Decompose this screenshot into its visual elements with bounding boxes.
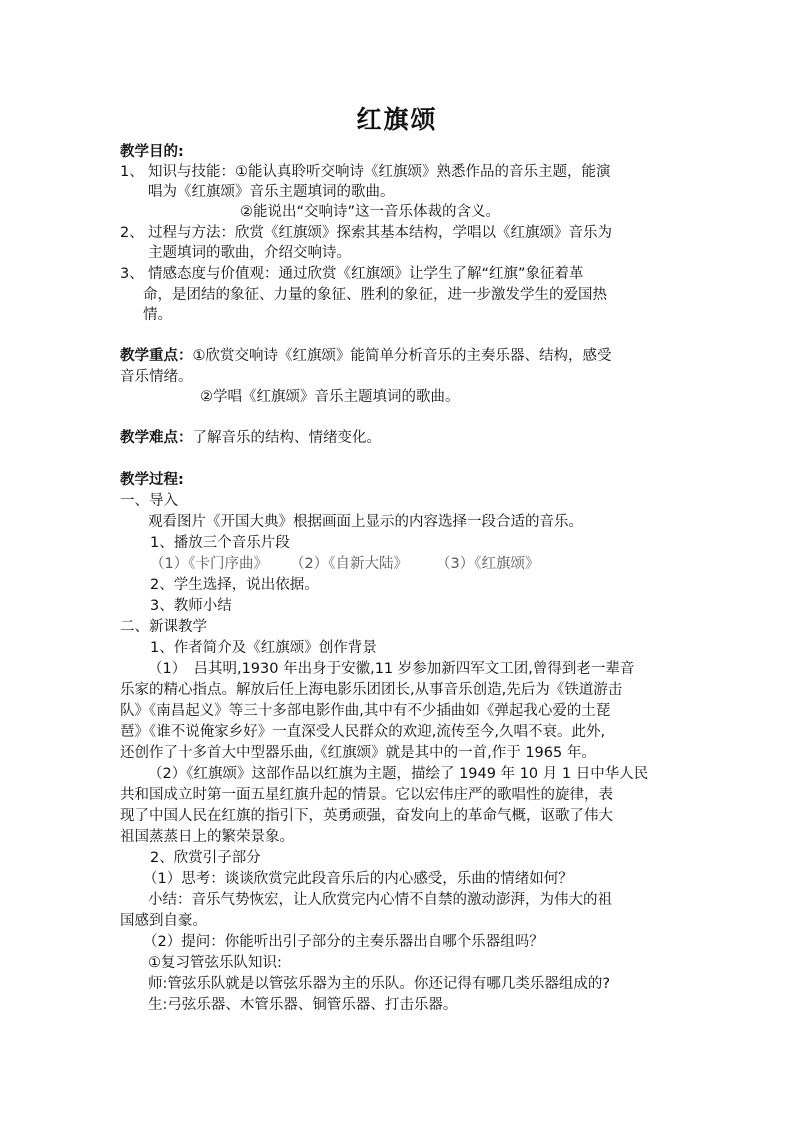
background-line-2: 共和国成立时第一面五星红旗升起的情景。它以宏伟庄严的歌唱性的旋律，表 (120, 787, 613, 803)
section1-title: 一、导入 (120, 493, 178, 509)
objective-2-number: 2、 (120, 225, 144, 241)
objective-1-line3: ②能说出“交响诗”这一音乐体裁的含义。 (240, 204, 501, 220)
section2-title: 二、新课教学 (120, 619, 207, 635)
section2-sub1: 1、作者简介及《红旗颂》创作背景 (150, 640, 377, 656)
background-line-3: 现了中国人民在红旗的指引下，英勇顽强，奋发向上的革命气概，讴歌了伟大 (120, 808, 613, 824)
objective-1-line2: 唱为《红旗颂》音乐主题填词的歌曲。 (148, 184, 395, 200)
objective-3-line2: 命，是团结的象征、力量的象征、胜利的象征，进一步激发学生的爱国热 (143, 287, 607, 303)
objective-2-line2: 主题填词的歌曲，介绍交响诗。 (148, 245, 351, 261)
keypoints-line1 (120, 346, 612, 366)
process-heading: 教学过程: (120, 472, 184, 488)
section1-step3: 3、教师小结 (150, 598, 232, 614)
keypoints-line3: ②学唱《红旗颂》音乐主题填词的歌曲。 (200, 389, 460, 405)
objective-3-line3: 情。 (143, 307, 172, 323)
objective-1-number: 1、 (120, 164, 144, 180)
difficulty-text: 了解音乐的结构、情绪变化。 (192, 430, 381, 446)
background-line-1: （2）《红旗颂》这部作品以红旗为主题，描绘了 1949 年 10 月 1 日中华人民 (148, 766, 649, 782)
bio-line-5: 还创作了十多首大中型器乐曲,《红旗颂》就是其中的一首,作于 1965 年。 (120, 745, 596, 761)
page-title: 红旗颂 (356, 105, 438, 134)
difficulty-label: 教学难点： (120, 430, 193, 446)
objectives-heading: 教学目的: (120, 144, 184, 160)
teacher-line: 师:管弦乐队就是以管弦乐器为主的乐队。你还记得有哪几类乐器组成的? (148, 976, 611, 992)
objective-3-number: 3、 (120, 266, 144, 282)
review-line: ①复习管弦乐队知识: (148, 955, 282, 971)
question-2: （2）提问：你能听出引子部分的主奏乐器出自哪个乐器组吗？ (143, 934, 544, 950)
objective-1-line1: 知识与技能：①能认真聆听交响诗《红旗颂》熟悉作品的音乐主题，能演 (148, 164, 611, 180)
background-line-4: 祖国蒸蒸日上的繁荣景象。 (120, 829, 294, 845)
section1-step2: 2、学生选择，说出依据。 (150, 577, 319, 593)
section1-step1: 1、播放三个音乐片段 (150, 535, 290, 551)
music-option-1: （1）《卡门序曲》 (150, 556, 268, 572)
keypoints-label: 教学重点： (120, 348, 193, 364)
music-option-3: （3）《红旗颂》 (436, 556, 540, 572)
bio-line-1: （1） 吕其明,1930 年出身于安徽,11 岁参加新四军文工团,曾得到老一辈音 (148, 661, 635, 677)
student-line: 生:弓弦乐器、木管乐器、铜管乐器、打击乐器。 (148, 997, 458, 1013)
music-option-2: （2）《自新大陆》 (290, 556, 408, 572)
difficulty-line (120, 428, 381, 448)
summary-line-2: 国感到自豪。 (120, 913, 207, 929)
section2-sub2: 2、欣赏引子部分 (150, 850, 261, 866)
bio-line-3: 队》《南昌起义》等三十多部电影作曲,其中有不少插曲如《弹起我心爱的土琵 (120, 703, 611, 719)
keypoints-text: ①欣赏交响诗《红旗颂》能简单分析音乐的主奏乐器、结构，感受 (192, 348, 612, 364)
question-1: （1）思考：谈谈欣赏完此段音乐后的内心感受，乐曲的情绪如何？ (143, 871, 573, 887)
section1-intro: 观看图片《开国大典》根据画面上显示的内容选择一段合适的音乐。 (148, 514, 583, 530)
objective-2-line1: 过程与方法：欣赏《红旗颂》探索其基本结构，学唱以《红旗颂》音乐为 (148, 225, 612, 241)
keypoints-line2: 音乐情绪。 (120, 369, 193, 385)
objective-3-line1: 情感态度与价值观：通过欣赏《红旗颂》让学生了解“红旗”象征着革 (148, 266, 584, 282)
bio-line-4: 琶》《谁不说俺家乡好》一直深受人民群众的欢迎,流传至今,久唱不衰。此外, (120, 724, 606, 740)
bio-line-2: 乐家的精心指点。解放后任上海电影乐团团长,从事音乐创造,先后为《铁道游击 (120, 682, 623, 698)
summary-line-1: 小结：音乐气势恢宏，让人欣赏完内心情不自禁的激动澎湃，为伟大的祖 (148, 892, 612, 908)
